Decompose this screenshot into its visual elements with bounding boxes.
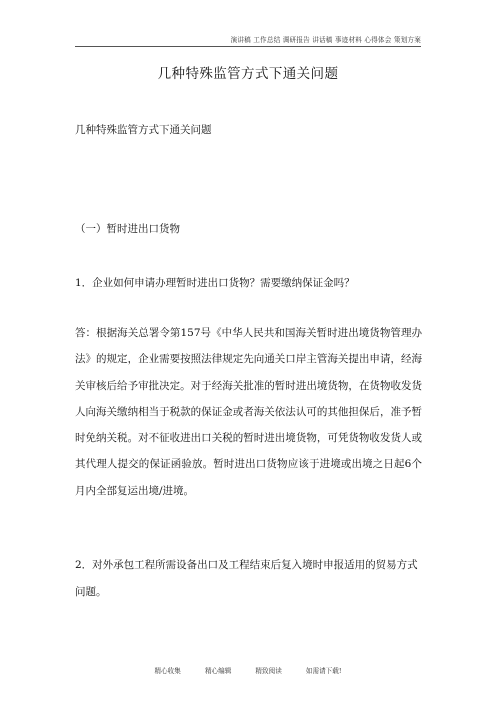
- footer-item: 精致阅读: [255, 667, 282, 675]
- footer-item: 如需请下载!: [305, 667, 342, 675]
- answer-1: 答：根据海关总署令第157号《中华人民共和国海关暂时进出境货物管理办法》的规定，企业需要按照法律规定先向通关口岸主管海关提出申请，经海关审核后给予审批决定。对于经海关批准的暂时进出境货物，在货物收发货人向海关缴纳相当于税款的保证金或者海关依法认可的其他担保后，准予暂时免纳关税。对不征收进出口关税的暂时进出境货物，可凭货物收发货人或其代理人提交的保证函验放。暂时进出口货物应该于进境或出境之日起6个月内全部复运出境/进境。: [75, 327, 422, 497]
- section-heading: （一）暂时进出口货物: [75, 223, 180, 235]
- footer-item: 精心收集: [154, 667, 181, 675]
- document-subtitle: 几种特殊监管方式下通关问题: [75, 124, 212, 136]
- footer-item: 精心编辑: [204, 667, 232, 675]
- document-title: 几种特殊监管方式下通关问题: [157, 66, 339, 82]
- question-2: 2．对外承包工程所需设备出口及工程结束后复入境时申报适用的贸易方式问题。: [75, 559, 418, 598]
- page-footer: [75, 665, 421, 677]
- question-1: 1．企业如何申请办理暂时进出口货物？需要缴纳保证金吗？: [75, 277, 355, 289]
- header-divider: [75, 46, 421, 47]
- page-header: 演讲稿 工作总结 调研报告 讲话稿 事迹材料 心得体会 策划方案: [230, 36, 421, 44]
